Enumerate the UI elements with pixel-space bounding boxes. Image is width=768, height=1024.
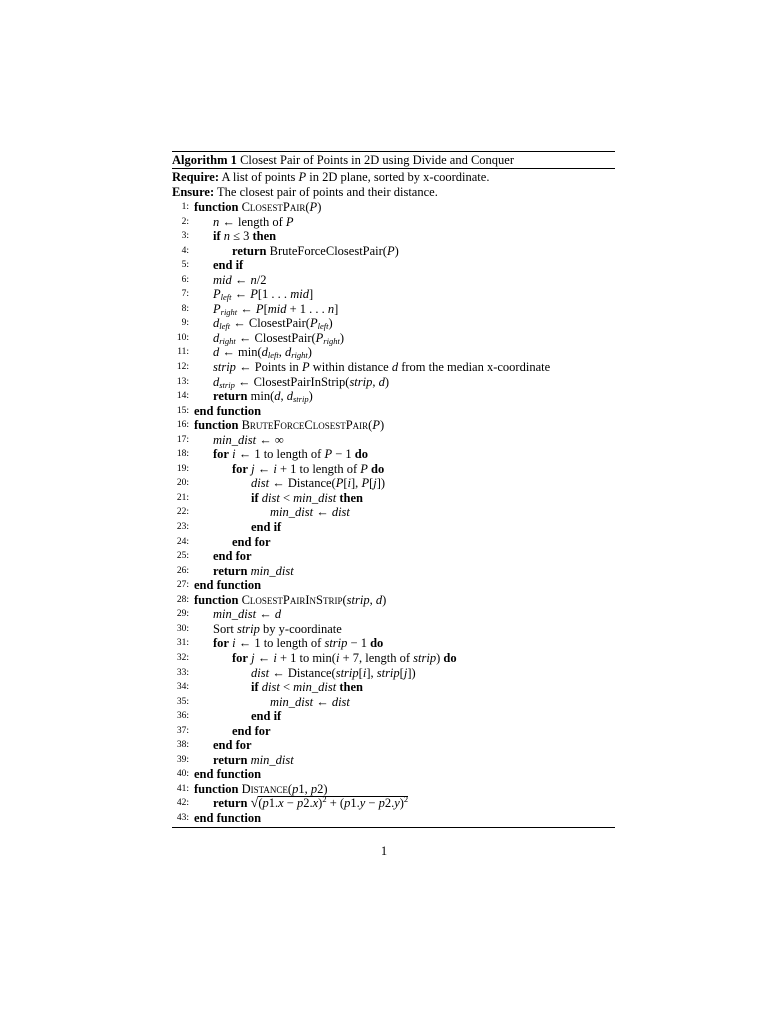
code-line (172, 229, 615, 244)
code-line (172, 215, 615, 230)
line-code: for j ← i + 1 to length of P do (232, 461, 385, 476)
line-number: 3: (181, 231, 189, 242)
code-line (172, 782, 615, 797)
line-code: dist ← Distance(strip[i], strip[j]) (251, 665, 416, 680)
code-line (172, 244, 615, 259)
line-number: 20: (176, 478, 189, 489)
line-number: 33: (176, 667, 189, 678)
line-number: 29: (176, 609, 189, 620)
code-line (172, 535, 615, 550)
line-code: $P_{left}$ ← P[1 . . . mid] (213, 287, 314, 303)
line-code: for i ← 1 to length of P − 1 do (213, 447, 368, 462)
algorithm-caption (172, 152, 615, 168)
code-line (172, 549, 615, 564)
algorithm-number: Algorithm 1 (172, 153, 237, 167)
line-number: 42: (176, 798, 189, 809)
line-code: end function (194, 403, 262, 418)
line-code: n ← length of P (213, 214, 294, 229)
code-line (172, 680, 615, 695)
code-line (172, 753, 615, 768)
bottom-rule (172, 827, 615, 828)
line-number: 16: (176, 420, 189, 431)
line-number: 40: (176, 769, 189, 780)
line-code: if dist < min_dist then (251, 680, 363, 695)
ensure-label: Ensure: (172, 185, 215, 199)
line-number: 9: (181, 318, 189, 329)
code-line (172, 811, 615, 826)
line-code: for j ← i + 1 to min(i + 7, length of strip) do (232, 650, 457, 665)
line-number: 10: (176, 332, 189, 343)
ensure-text: The closest pair of points and their distance. (217, 185, 438, 199)
line-code: end if (251, 520, 282, 535)
line-number: 34: (176, 682, 189, 693)
line-code: end for (213, 738, 252, 753)
code-line (172, 476, 615, 491)
code-line (172, 709, 615, 724)
line-number: 2: (181, 216, 189, 227)
line-number: 38: (176, 740, 189, 751)
code-line (172, 636, 615, 651)
line-code: min_dist ← ∞ (213, 432, 284, 447)
line-code: if n ≤ 3 then (213, 229, 277, 244)
line-code: return BruteForceClosestPair(P) (232, 243, 399, 258)
line-code: $d_{left}$ ← $ClosestPair(P_{left})$ (213, 316, 333, 332)
line-number: 24: (176, 536, 189, 547)
line-code: end for (232, 723, 271, 738)
line-code: $P_{right}$ ← P[mid + 1 . . . n] (213, 301, 339, 317)
code-line (172, 273, 615, 288)
code-line (172, 433, 615, 448)
line-number: 31: (176, 638, 189, 649)
code-line (172, 331, 615, 346)
line-number: 37: (176, 725, 189, 736)
line-number: 25: (176, 551, 189, 562)
line-code: $d_{strip}$ ← ClosestPairInStrip(strip, d) (213, 374, 390, 390)
line-number: 36: (176, 711, 189, 722)
line-number: 28: (176, 594, 189, 605)
line-code: mid ← n/2 (213, 272, 267, 287)
line-number: 14: (176, 391, 189, 402)
code-line (172, 666, 615, 681)
line-code: min_dist ← d (213, 607, 282, 622)
ensure-line (172, 185, 615, 200)
line-code: end if (251, 709, 282, 724)
code-line (172, 593, 615, 608)
code-line (172, 404, 615, 419)
code-line (172, 389, 615, 404)
code-line (172, 607, 615, 622)
code-line (172, 258, 615, 273)
code-line (172, 462, 615, 477)
code-line (172, 738, 615, 753)
code-line (172, 724, 615, 739)
line-code: min_dist ← dist (270, 505, 350, 520)
line-number: 43: (176, 812, 189, 823)
code-line (172, 360, 615, 375)
line-code: end for (232, 534, 271, 549)
line-code: strip ← Points in P within distance d from the median x-coordinate (213, 360, 551, 375)
line-number: 27: (176, 580, 189, 591)
code-line (172, 796, 615, 811)
code-line (172, 695, 615, 710)
line-number: 4: (181, 245, 189, 256)
line-number: 15: (176, 405, 189, 416)
caption-rule (172, 168, 615, 169)
line-code: return $√(p1.x - p2.x)^2 + (p1.y - p2.y)^2$ (213, 794, 409, 812)
line-code: return min_dist (213, 563, 294, 578)
line-code: d ← $\min(d_{left}$, $d_{right}$) (213, 345, 312, 361)
line-number: 39: (176, 754, 189, 765)
code-line (172, 578, 615, 593)
line-number: 7: (181, 289, 189, 300)
line-number: 11: (177, 347, 189, 358)
line-number: 5: (181, 260, 189, 271)
line-code: return min(d, $d_{strip}$) (213, 389, 313, 405)
code-line (172, 767, 615, 782)
line-number: 8: (181, 303, 189, 314)
line-code: end function (194, 810, 262, 825)
code-line (172, 316, 615, 331)
line-number: 32: (176, 652, 189, 663)
line-number: 18: (176, 449, 189, 460)
line-number: 23: (176, 522, 189, 533)
line-code: end function (194, 767, 262, 782)
line-code: function BruteForceClosestPair(P) (194, 418, 385, 433)
line-code: end if (213, 258, 244, 273)
line-code: if dist < min_dist then (251, 490, 363, 505)
line-code: for i ← 1 to length of strip − 1 do (213, 636, 384, 651)
code-line (172, 287, 615, 302)
require-text: A list of points P in 2D plane, sorted by x-coordinate. (221, 170, 490, 184)
code-line (172, 520, 615, 535)
code-line (172, 375, 615, 390)
line-number: 19: (176, 463, 189, 474)
code-line (172, 345, 615, 360)
code-line (172, 505, 615, 520)
line-number: 26: (176, 565, 189, 576)
line-code: end function (194, 578, 262, 593)
code-line (172, 491, 615, 506)
line-number: 35: (176, 696, 189, 707)
code-line (172, 651, 615, 666)
line-number: 12: (176, 362, 189, 373)
page-number: 1 (380, 844, 388, 858)
line-number: 30: (176, 623, 189, 634)
line-number: 22: (176, 507, 189, 518)
line-number: 6: (181, 274, 189, 285)
require-line (172, 170, 615, 185)
code-line (172, 564, 615, 579)
require-label: Require: (172, 170, 219, 184)
code-line (172, 447, 615, 462)
line-number: 21: (176, 492, 189, 503)
line-number: 13: (176, 376, 189, 387)
algorithm-title: Closest Pair of Points in 2D using Divide and Conquer (240, 153, 515, 167)
line-number: 41: (176, 783, 189, 794)
pseudocode-lines (172, 200, 615, 826)
code-line (172, 418, 615, 433)
line-code: min_dist ← dist (270, 694, 350, 709)
code-line (172, 302, 615, 317)
line-code: dist ← Distance(P[i], P[j]) (251, 476, 386, 491)
algorithm-block (172, 151, 615, 828)
line-code: end for (213, 549, 252, 564)
line-code: function Distance(p1, p2) (194, 781, 328, 796)
line-number: 1: (181, 202, 189, 212)
line-code: $d_{right}$ ← $ClosestPair(P_{right})$ (213, 330, 344, 346)
line-code: Sort strip by y-coordinate (213, 621, 342, 636)
line-code: function ClosestPair(P) (194, 200, 322, 214)
line-code: return min_dist (213, 752, 294, 767)
line-number: 17: (176, 434, 189, 445)
code-line (172, 200, 615, 215)
code-line (172, 622, 615, 637)
line-code: function ClosestPairInStrip(strip, d) (194, 592, 387, 607)
